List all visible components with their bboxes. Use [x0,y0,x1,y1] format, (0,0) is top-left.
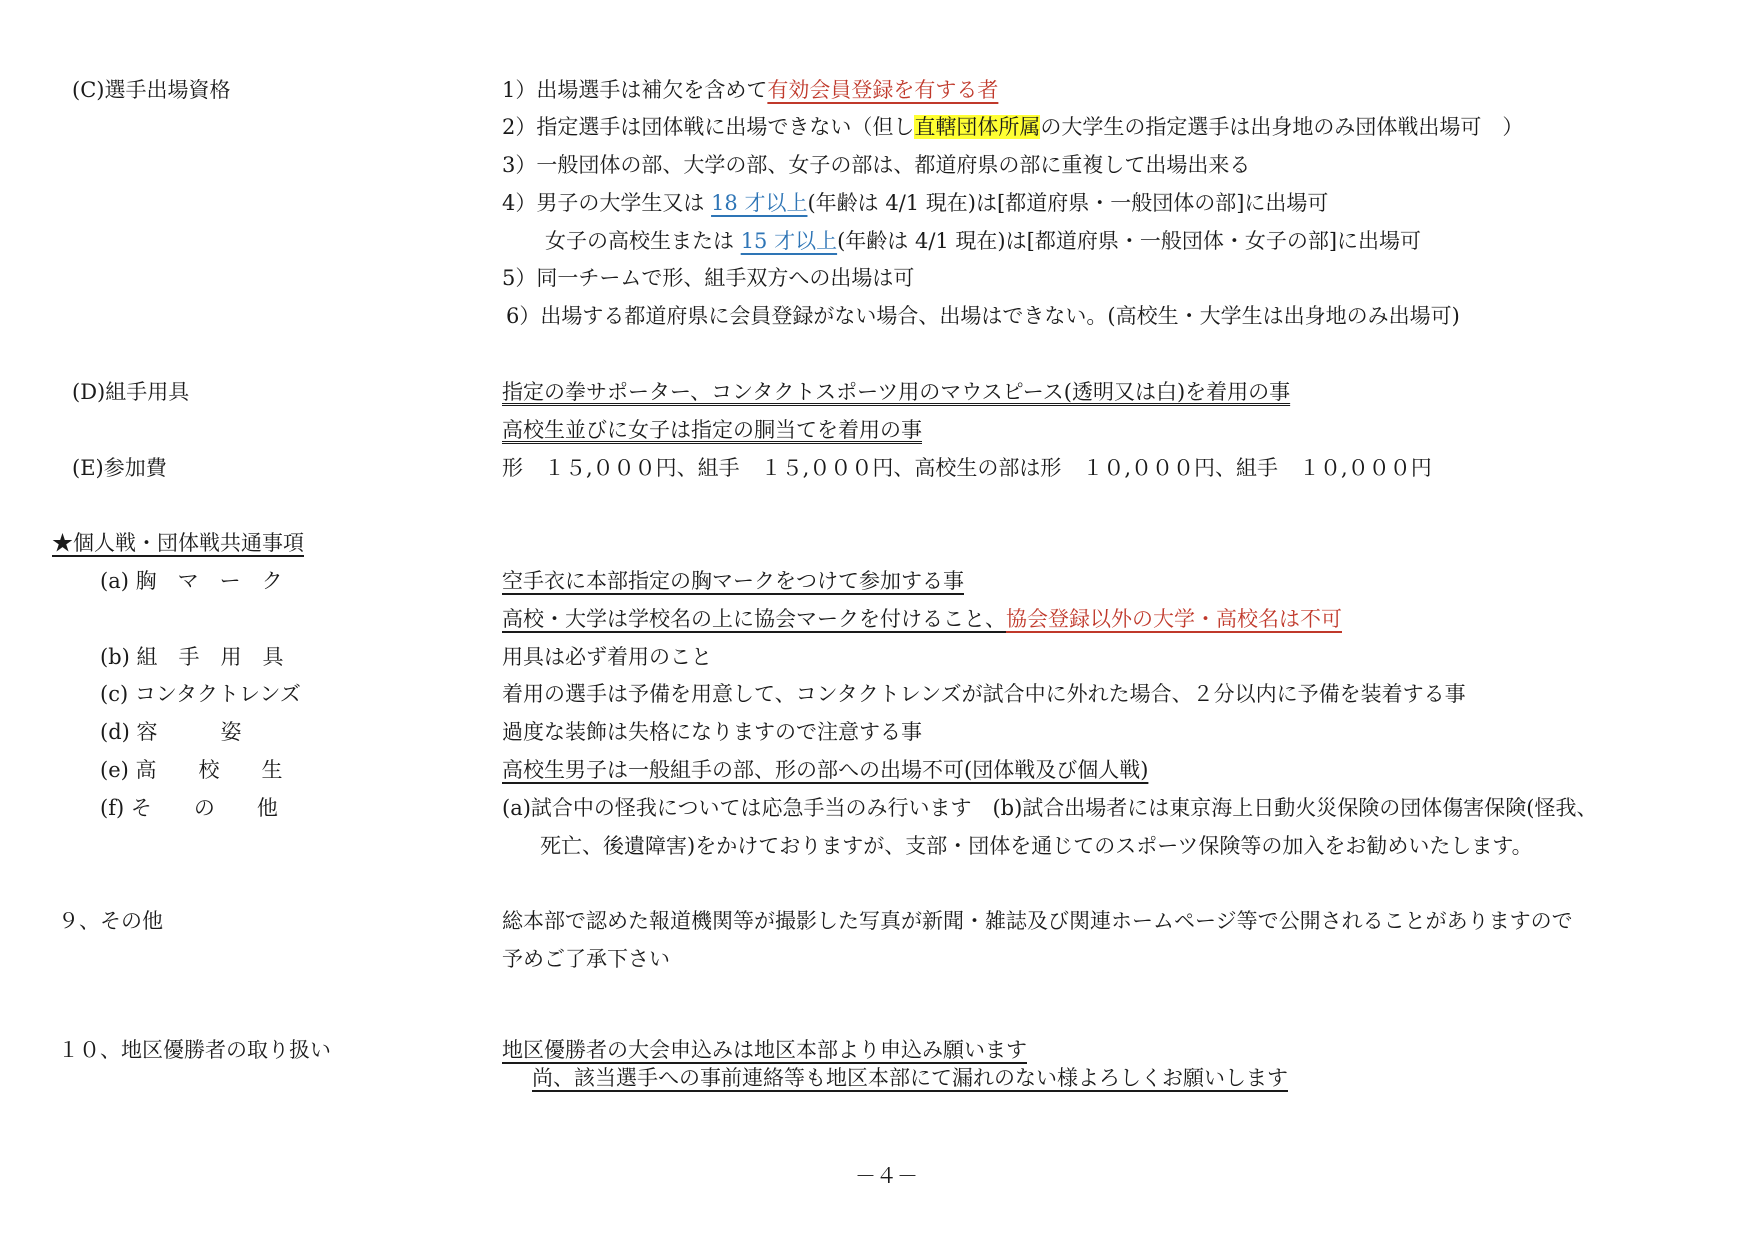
section-10-line-1: 地区優勝者の大会申込みは地区本部より申込み願います [502,1038,1027,1062]
item-text: 出場する都道府県に会員登録がない場合、出場はできない。(高校生・大学生は出身地のみ出場可) [540,304,1460,328]
section-10-line-2: 尚、該当選手への事前連絡等も地区本部にて漏れのない様よろしくお願いします [532,1066,1288,1090]
item-emphasis: 18 才以上 [711,191,808,215]
item-number: 5） [502,266,537,290]
c-item-2 [502,114,1523,140]
item-text: 同一チームで形、組手双方への出場は可 [536,266,915,290]
common-f-label: (f) そ の 他 [100,796,278,820]
common-b-text: 用具は必ず着用のこと [502,645,712,669]
common-f-line-1: (a)試合中の怪我については応急手当のみ行います (b)試合出場者には東京海上日動火災保険の団体傷害保険(怪我、 [502,796,1598,820]
section-e-label: (E)参加費 [72,456,167,480]
common-c-label: (c) コンタクトレンズ [100,682,301,706]
common-d-label: (d) 容 姿 [100,720,242,744]
common-a-label: (a) 胸 マ ー ク [100,569,283,593]
item-text: 出場選手は補欠を含めて [536,78,768,102]
item-number: 6） [506,304,541,328]
common-e-text: 高校生男子は一般組手の部、形の部への出場不可(団体戦及び個人戦) [502,758,1149,782]
item-text: 男子の大学生又は [536,191,712,215]
section-9-line-2: 予めご了承下さい [502,947,670,971]
highlighted-text: 直轄団体所属 [914,115,1041,139]
item-number: 3） [502,153,537,177]
section-d-label: (D)組手用具 [72,380,190,404]
common-f-line-2: 死亡、後遺障害)をかけておりますが、支部・団体を通じてのスポーツ保険等の加入をお勧めいたします。 [540,834,1533,858]
c-item-3 [502,152,1250,178]
item-text: 一般団体の部、大学の部、女子の部は、都道府県の部に重複して出場出来る [536,153,1251,177]
section-9-label: ９、その他 [58,909,163,933]
c-item-4 [502,190,1328,216]
common-d-text: 過度な装飾は失格になりますので注意する事 [502,720,922,744]
item-text: の大学生の指定選手は出身地のみ団体戦出場可 ） [1040,115,1524,139]
common-c-text: 着用の選手は予備を用意して、コンタクトレンズが試合中に外れた場合、２分以内に予備を装着する事 [502,682,1466,706]
c-item-1 [502,77,998,103]
item-number: 4） [502,191,537,215]
page-number: －４－ [855,1164,918,1188]
a-line-2-text: 高校・大学は学校名の上に協会マークを付けること、 [502,607,1006,631]
common-heading: ★個人戦・団体戦共通事項 [52,531,304,555]
d-line-2: 高校生並びに女子は指定の胴当てを着用の事 [502,418,922,442]
c-item-5 [502,265,914,291]
common-e-label: (e) 高 校 生 [100,758,283,782]
common-b-label: (b) 組 手 用 具 [100,645,284,669]
c-item-6 [506,303,1460,329]
section-10-label: １０、地区優勝者の取り扱い [58,1038,331,1062]
section-9-line-1: 総本部で認めた報道機関等が撮影した写真が新聞・雑誌及び関連ホームページ等で公開されることがありますので [502,909,1573,933]
item-text: 指定選手は団体戦に出場できない（但し [536,115,915,139]
c-item-4b [545,228,1421,254]
item-text: 女子の高校生または [545,229,741,253]
item-number: 2） [502,115,537,139]
fee-text: 形 １５,０００円、組手 １５,０００円、高校生の部は形 １０,０００円、組手 １０,０００円 [502,456,1432,480]
item-emphasis: 有効会員登録を有する者 [767,78,999,102]
d-line-1: 指定の拳サポーター、コンタクトスポーツ用のマウスピース(透明又は白)を着用の事 [502,380,1291,404]
item-text: (年齢は 4/1 現在)は[都道府県・一般団体・女子の部]に出場可 [837,229,1422,253]
common-a-line-1: 空手衣に本部指定の胸マークをつけて参加する事 [502,569,964,593]
a-line-2-emphasis: 協会登録以外の大学・高校名は不可 [1006,607,1342,631]
item-emphasis: 15 才以上 [740,229,838,253]
item-number: 1） [502,78,537,102]
section-c-label: (C)選手出場資格 [72,78,231,102]
item-text: (年齢は 4/1 現在)は[都道府県・一般団体の部]に出場可 [807,191,1329,215]
common-a-line-2 [502,606,1342,632]
